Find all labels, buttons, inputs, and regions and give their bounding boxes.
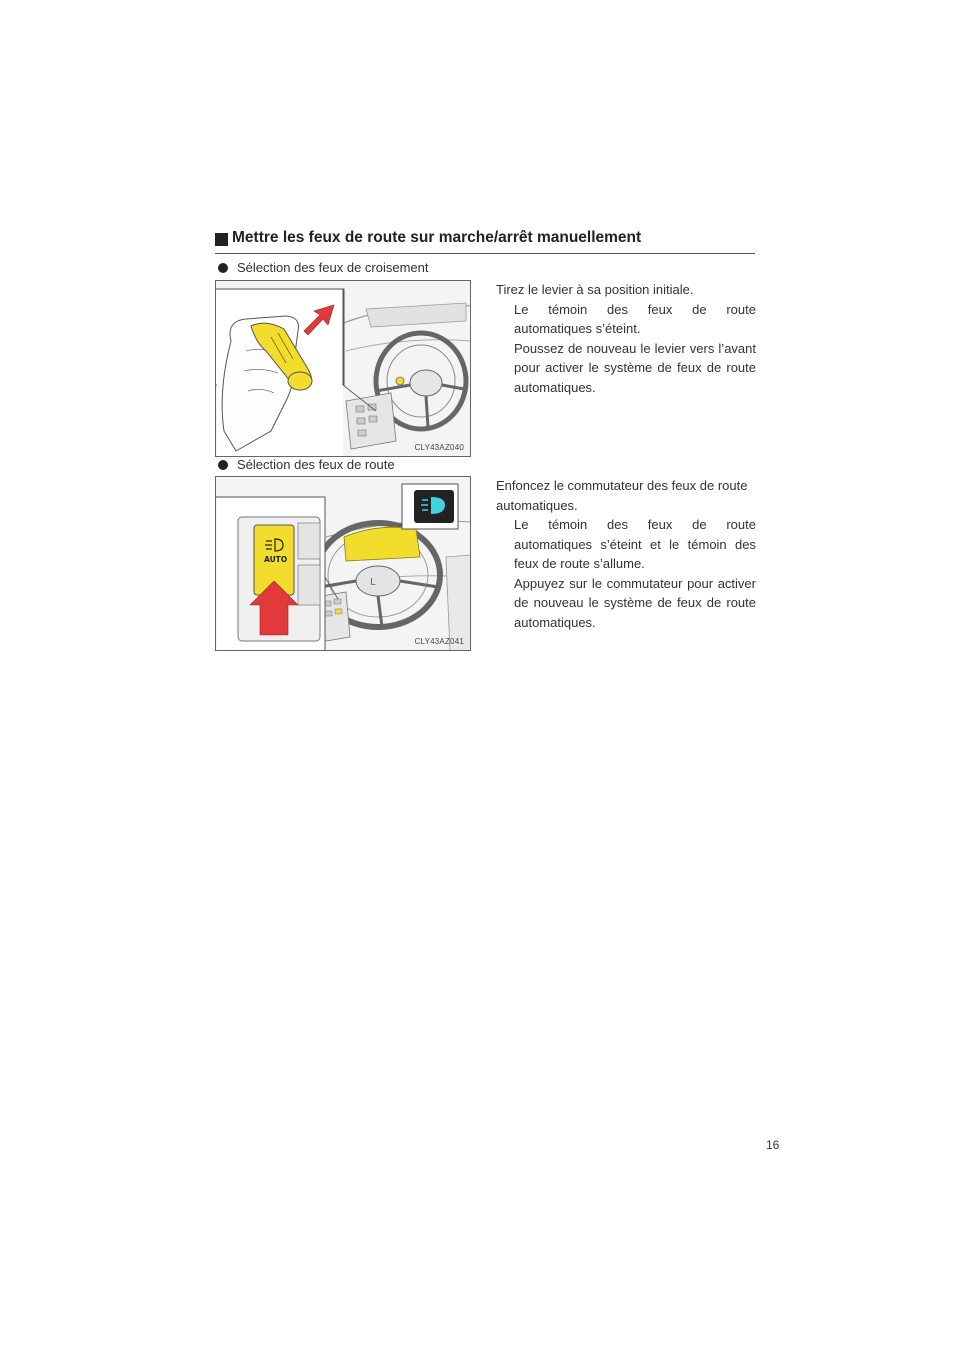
- figure-code: CLY43AZ041: [414, 637, 464, 646]
- high-beam-instruction: Enfoncez le commutateur des feux de route automatiques.: [496, 478, 748, 513]
- auto-button-text: AUTO: [264, 555, 288, 564]
- page-number: 16: [766, 1138, 780, 1152]
- low-beam-result-1: Le témoin des feux de route automatiques s’éteint.: [514, 301, 756, 336]
- low-beam-figure: [215, 280, 471, 457]
- bullet-icon: [218, 460, 228, 470]
- figure-code: CLY43AZ040: [414, 443, 464, 452]
- low-beam-instruction: Tirez le levier à sa position initiale.: [496, 282, 694, 297]
- section-title: Mettre les feux de route sur marche/arrêt manuellement: [232, 229, 642, 246]
- heading-square-icon: [215, 233, 228, 246]
- high-beam-label: Sélection des feux de route: [218, 457, 395, 472]
- high-beam-result-2: Appuyez sur le commutateur pour activer de nouveau le système de feux de route automatiques.: [514, 575, 756, 630]
- headlight-lever-icon: [216, 281, 471, 457]
- low-beam-label: Sélection des feux de croisement: [218, 260, 429, 275]
- bullet-icon: [218, 263, 228, 273]
- low-beam-result-2: Poussez de nouveau le levier vers l’avant pour activer le système de feux de route automatiques.: [514, 340, 756, 395]
- section-heading: [215, 228, 755, 254]
- low-beam-text: [496, 280, 756, 397]
- high-beam-text: [496, 476, 756, 632]
- high-beam-result-1: Le témoin des feux de route automatiques s’éteint et le témoin des feux de route s’allume.: [514, 517, 756, 571]
- high-beam-figure: [215, 476, 471, 651]
- auto-high-beam-button-icon: [216, 477, 471, 651]
- svg-text:L: L: [370, 577, 376, 588]
